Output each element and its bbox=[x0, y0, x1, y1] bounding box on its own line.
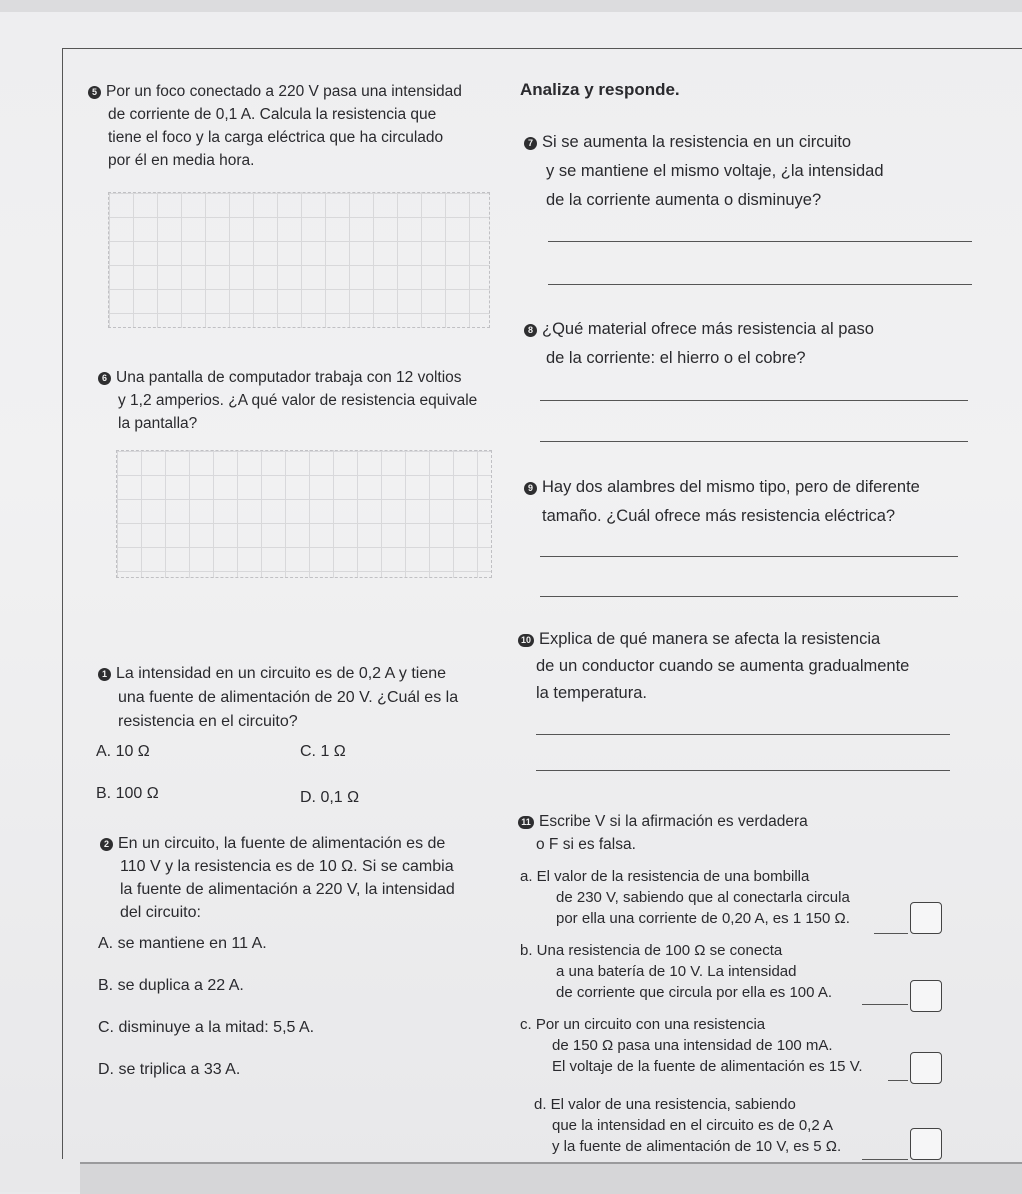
question-1-line-1: 1 La intensidad en un circuito es de 0,2 A y tiene bbox=[98, 662, 518, 686]
question-8-line-1: 8 ¿Qué material ofrece más resistencia al paso bbox=[524, 315, 984, 344]
question-8-number: 8 bbox=[524, 324, 537, 337]
question-1-option-c[interactable]: C. 1 Ω bbox=[300, 743, 346, 760]
statement-d-line-3: y la fuente de alimentación de 10 V, es 5 Ω. bbox=[552, 1138, 842, 1155]
statement-b-line-3: de corriente que circula por ella es 100 A. bbox=[556, 984, 832, 1001]
question-9-line-2: tamaño. ¿Cuál ofrece más resistencia eléctrica? bbox=[542, 507, 896, 525]
statement-b-line-2: a una batería de 10 V. La intensidad bbox=[556, 963, 797, 980]
question-1-option-b[interactable]: B. 100 Ω bbox=[96, 785, 159, 802]
statement-d-line-2: que la intensidad en el circuito es de 0,2 A bbox=[552, 1117, 834, 1134]
question-1-line-3: resistencia en el circuito? bbox=[118, 713, 298, 730]
statement-b-blank bbox=[862, 1004, 908, 1005]
question-9-answer-line-1[interactable] bbox=[540, 556, 958, 557]
question-1-number: 1 bbox=[98, 668, 111, 681]
question-10-answer-line-2[interactable] bbox=[536, 770, 950, 771]
question-8-answer-line-1[interactable] bbox=[540, 400, 968, 401]
statement-a bbox=[520, 866, 900, 929]
statement-c-line-2: de 150 Ω pasa una intensidad de 100 mA. bbox=[552, 1037, 833, 1054]
question-8 bbox=[524, 315, 984, 373]
question-6-line-2: y 1,2 amperios. ¿A qué valor de resistencia equivale bbox=[118, 392, 478, 409]
question-7-number: 7 bbox=[524, 137, 537, 150]
question-2 bbox=[100, 832, 520, 924]
question-6-number: 6 bbox=[98, 372, 111, 385]
question-7-line-2: y se mantiene el mismo voltaje, ¿la intensidad bbox=[546, 162, 884, 180]
question-5-line-3: tiene el foco y la carga eléctrica que ha circulado bbox=[108, 129, 444, 146]
question-2-option-c[interactable]: C. disminuye a la mitad: 5,5 A. bbox=[98, 1019, 315, 1036]
question-5 bbox=[88, 80, 508, 172]
statement-c-blank bbox=[888, 1080, 908, 1081]
question-9-answer-line-2[interactable] bbox=[540, 596, 958, 597]
statement-b-line-1: b. Una resistencia de 100 Ω se conecta bbox=[520, 942, 783, 959]
question-2-line-3: la fuente de alimentación a 220 V, la intensidad bbox=[120, 881, 455, 898]
question-11-line-2: o F si es falsa. bbox=[536, 836, 636, 853]
question-7-answer-line-2[interactable] bbox=[548, 284, 972, 285]
question-9 bbox=[524, 473, 994, 531]
question-10-line-3: la temperatura. bbox=[536, 684, 647, 702]
question-2-option-a[interactable]: A. se mantiene en 11 A. bbox=[98, 935, 267, 952]
statement-d bbox=[534, 1094, 914, 1157]
statement-c-line-3: El voltaje de la fuente de alimentación es 15 V. bbox=[552, 1058, 863, 1075]
question-6 bbox=[98, 366, 518, 435]
question-2-option-d[interactable]: D. se triplica a 33 A. bbox=[98, 1061, 241, 1078]
question-11 bbox=[518, 810, 958, 856]
question-2-number: 2 bbox=[100, 838, 113, 851]
right-section-header: Analiza y responde. bbox=[520, 80, 680, 99]
question-6-work-grid[interactable] bbox=[116, 450, 492, 578]
statement-a-line-2: de 230 V, sabiendo que al conectarla circula bbox=[556, 889, 850, 906]
question-6-line-3: la pantalla? bbox=[118, 415, 198, 432]
statement-d-blank bbox=[862, 1159, 908, 1160]
question-6-line-1: 6 Una pantalla de computador trabaja con 12 voltios bbox=[98, 366, 518, 389]
question-7-line-1: 7 Si se aumenta la resistencia en un circuito bbox=[524, 128, 984, 157]
question-5-line-4: por él en media hora. bbox=[108, 152, 255, 169]
question-2-line-2: 110 V y la resistencia es de 10 Ω. Si se cambia bbox=[120, 858, 454, 875]
question-11-number: 11 bbox=[518, 816, 534, 829]
statement-a-answer-box[interactable] bbox=[910, 902, 942, 934]
question-1 bbox=[98, 662, 518, 734]
statement-a-line-3: por ella una corriente de 0,20 A, es 1 150 Ω. bbox=[556, 910, 850, 927]
question-11-line-1: 11 Escribe V si la afirmación es verdadera bbox=[518, 810, 958, 833]
question-1-option-a[interactable]: A. 10 Ω bbox=[96, 743, 150, 760]
question-2-line-4: del circuito: bbox=[120, 904, 201, 921]
question-5-work-grid[interactable] bbox=[108, 192, 490, 328]
top-strip bbox=[0, 0, 1022, 12]
question-5-number: 5 bbox=[88, 86, 101, 99]
question-10-answer-line-1[interactable] bbox=[536, 734, 950, 735]
question-2-line-1: 2 En un circuito, la fuente de alimentación es de bbox=[100, 832, 520, 855]
question-5-line-1: 5 Por un foco conectado a 220 V pasa una intensidad bbox=[88, 80, 508, 103]
statement-a-line-1: a. El valor de la resistencia de una bombilla bbox=[520, 868, 810, 885]
question-9-line-1: 9 Hay dos alambres del mismo tipo, pero de diferente bbox=[524, 473, 994, 502]
question-10 bbox=[518, 626, 998, 707]
statement-d-line-1: d. El valor de una resistencia, sabiendo bbox=[534, 1096, 796, 1113]
question-7 bbox=[524, 128, 984, 215]
statement-c bbox=[520, 1014, 900, 1077]
question-2-option-b[interactable]: B. se duplica a 22 A. bbox=[98, 977, 244, 994]
question-1-line-2: una fuente de alimentación de 20 V. ¿Cuál es la bbox=[118, 689, 459, 706]
question-1-option-d[interactable]: D. 0,1 Ω bbox=[300, 789, 360, 806]
statement-d-answer-box[interactable] bbox=[910, 1128, 942, 1160]
question-10-line-1: 10 Explica de qué manera se afecta la resistencia bbox=[518, 626, 998, 653]
question-5-line-2: de corriente de 0,1 A. Calcula la resistencia que bbox=[108, 106, 437, 123]
statement-b bbox=[520, 940, 900, 1003]
statement-a-blank bbox=[874, 933, 908, 934]
statement-c-line-1: c. Por un circuito con una resistencia bbox=[520, 1016, 766, 1033]
statement-c-answer-box[interactable] bbox=[910, 1052, 942, 1084]
statement-b-answer-box[interactable] bbox=[910, 980, 942, 1012]
question-10-number: 10 bbox=[518, 634, 534, 647]
question-8-answer-line-2[interactable] bbox=[540, 441, 968, 442]
question-7-answer-line-1[interactable] bbox=[548, 241, 972, 242]
question-8-line-2: de la corriente: el hierro o el cobre? bbox=[546, 349, 806, 367]
question-9-number: 9 bbox=[524, 482, 537, 495]
question-10-line-2: de un conductor cuando se aumenta gradualmente bbox=[536, 657, 910, 675]
question-7-line-3: de la corriente aumenta o disminuye? bbox=[546, 191, 822, 209]
bottom-page-edge bbox=[80, 1162, 1022, 1194]
